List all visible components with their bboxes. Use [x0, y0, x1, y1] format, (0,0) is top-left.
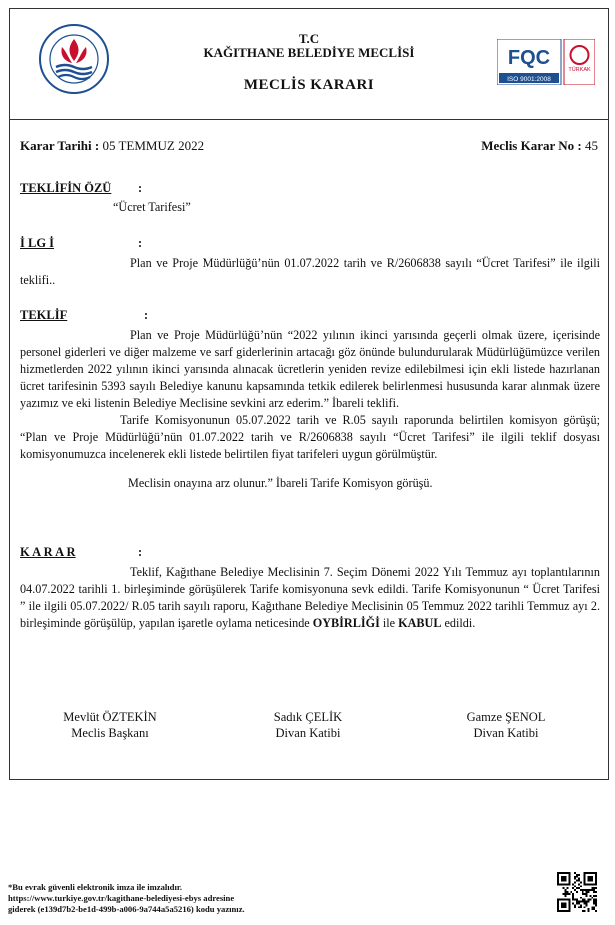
ozu-colon: : — [138, 181, 143, 195]
document-frame — [9, 8, 609, 780]
ilgi-text: Plan ve Proje Müdürlüğü’nün 01.07.2022 tarih ve R/2606838 sayılı “Ücret Tarifesi” ile ilgili teklifi.. — [20, 256, 600, 287]
karar-label: K A R A R — [20, 545, 76, 559]
teklif-colon: : — [144, 308, 149, 322]
ozu-text: “Ücret Tarifesi” — [113, 200, 191, 214]
qr-code — [557, 872, 597, 917]
section-ilgi — [20, 235, 600, 289]
page-title: MECLİS KARARI — [243, 77, 375, 93]
footer-line-3: giderek (e139d7b2-be1d-499b-a006-9a744a5a5216) kodu yazınız. — [8, 904, 245, 914]
ozu-label: TEKLİFİN ÖZÜ — [20, 181, 112, 195]
header-organization: KAĞITHANE BELEDİYE MECLİSİ — [203, 45, 415, 60]
karar-colon: : — [138, 545, 143, 559]
karar-text — [20, 564, 600, 632]
signature-title: Divan Katibi — [275, 726, 341, 740]
decision-no-value: 45 — [581, 138, 598, 153]
date-value: 05 TEMMUZ 2022 — [99, 138, 205, 153]
signature-title: Divan Katibi — [473, 726, 539, 740]
section-ozu — [20, 180, 600, 216]
signature-name: Mevlüt ÖZTEKİN — [63, 710, 157, 724]
karar-end: edildi. — [441, 616, 476, 630]
signature-title: Meclis Başkanı — [71, 726, 149, 740]
date-label: Karar Tarihi : — [20, 138, 100, 153]
decision-no-label: Meclis Karar No : — [481, 138, 582, 153]
ilgi-colon: : — [138, 236, 143, 250]
header-tc: T.C — [298, 31, 320, 46]
signature-clerk-1 — [238, 709, 378, 741]
fqc-text: FQC — [507, 47, 551, 69]
section-teklif — [20, 307, 600, 492]
decision-number — [481, 138, 598, 154]
karar-unanimous: OYBİRLİĞİ — [312, 616, 380, 630]
signature-chairman — [40, 709, 180, 741]
signature-name: Gamze ŞENOL — [466, 710, 546, 724]
karar-body: Teklif, Kağıthane Belediye Meclisinin 7. Seçim Dönemi 2022 Yılı Temmuz ayı toplantılarının 04.07.2022 tarihli 1. birleşiminde görüşülerek Tarife komisyonuna sevk edildi. Tarife Komisyonunun “ Ücret Tarifesi ” ile ilgili 05.07.2022/ R.05 tarih sayılı raporu, Kağıthane Belediye Meclisinin 05 Temmuz 2022 tarihli Temmuz ayı 2. birleşiminde görüşülüp, yapılan işaretle oylama neticesinde — [20, 565, 600, 630]
e-signature-note — [8, 882, 245, 915]
footer-line-1: *Bu evrak güvenli elektronik imza ile imzalıdır. — [8, 882, 183, 892]
turkak-text: TÜRKAK — [568, 67, 591, 73]
teklif-paragraph-1: Plan ve Proje Müdürlüğü’nün “2022 yılının ikinci yarısında geçerli olmak üzere, içerisinde personel giderleri ve diğer malzeme ve sarf giderlerinin artacağı göz önünde bulundurularak Müdürlüğümüzce verilen hizmetlerden 2022 yılının ikinci yarısında alınacak ücretlerin yeniden revize edilebilmesi için ekli listede hazırlanan ücret tarifesinin 5393 sayılı Belediye kanunu kapsamında tetkik edilerek belirlenmesi hususunda karar alınmak üzere yazımız ve eki listenin Belediye Meclisine sevkini arz ederim.” İbareli teklifi. — [20, 328, 600, 410]
meta-row — [20, 138, 598, 154]
karar-connector: ile — [379, 616, 399, 630]
certification-logo — [497, 39, 595, 90]
ilgi-label: İ LG İ — [20, 236, 55, 250]
verification-link[interactable]: https://www.turkiye.gov.tr/kagithane-belediyesi-ebys adresine — [8, 893, 235, 903]
teklif-label: TEKLİF — [20, 308, 68, 322]
section-karar — [20, 544, 600, 632]
signature-name: Sadık ÇELİK — [273, 710, 343, 724]
karar-accepted: KABUL — [398, 616, 442, 630]
teklif-paragraph-2: Tarife Komisyonunun 05.07.2022 tarih ve R.05 sayılı raporunda belirtilen komisyon görüşü; “Plan ve Proje Müdürlüğü’nün 01.07.2022 tarih ve R/2606838 sayılı “Ücret Tarifesi” ile ilgili teklif dosyası komisyonumuzca incelenerek ekli listede belirtilen fiyat tarifeleri uygun görülmüştür. — [20, 413, 600, 461]
iso-text: ISO 9001:2008 — [507, 76, 551, 83]
teklif-paragraph-3: Meclisin onayına arz olunur.” İbareli Tarife Komisyon görüşü. — [128, 476, 433, 490]
decision-date — [20, 138, 204, 153]
signature-clerk-2 — [436, 709, 576, 741]
document-header — [10, 9, 608, 120]
